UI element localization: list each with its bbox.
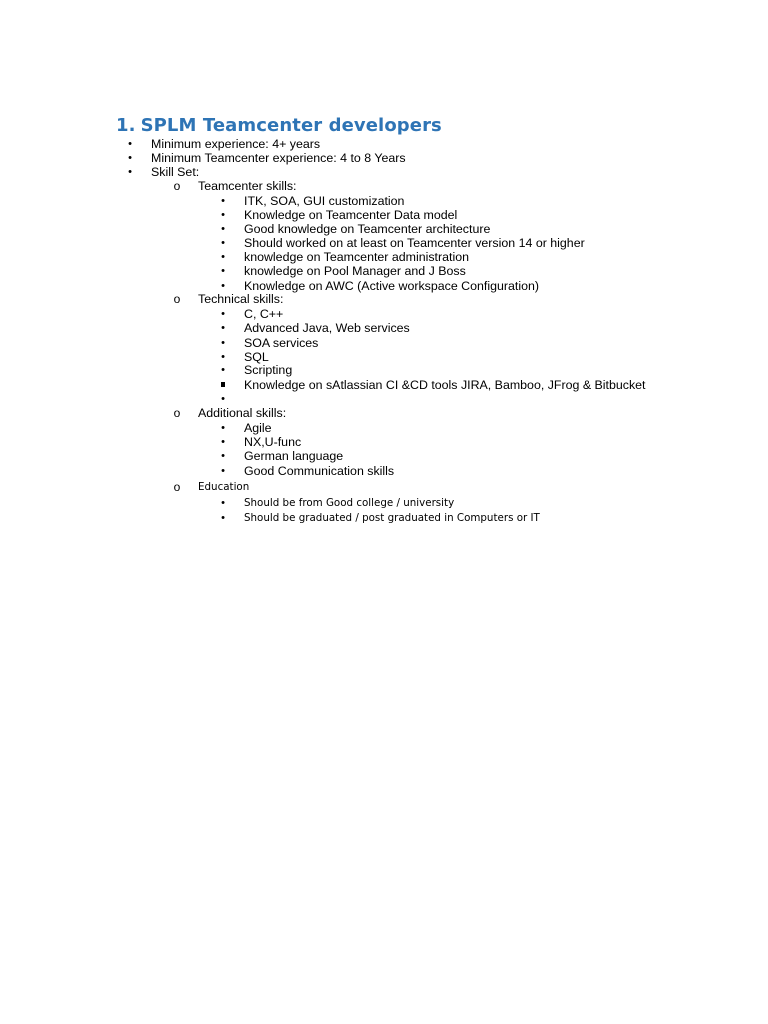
bullet-marker: •	[221, 337, 225, 349]
document-page: 1. SPLM Teamcenter developers • Minimum experience: 4+ years • Minimum Teamcenter experience: 4 to 8 Years • Skill Set: o Teamcenter skills: • ITK, SOA, GUI customization • Knowledge on Teamcenter Data model • Good knowledge on Teamcenter architecture • Should worked on at least on Teamcenter version 14 or higher • knowledge on Teamcenter administration • knowledge on Pool Manager and J Boss • Knowledge on AWC (Active workspace Configuration) o Technical skills: • C, C++ • Advanced Java, Web services • SOA services • SQL • Scripting Knowledge on sAtlassian CI &CD tools JIRA, Bamboo, JFrog & Bitbucket • o Additional skills: • Agile • NX,U-func • German language • Good Communication skills o Education • Should be from Good college / university • Should be graduated / post graduated in Computers or IT	[0, 0, 768, 1024]
bullet-marker: •	[221, 364, 225, 376]
square-bullet-marker	[217, 378, 229, 393]
bullet-marker: •	[221, 223, 225, 235]
bullet-marker: •	[128, 138, 132, 150]
bullet-marker: •	[221, 512, 225, 524]
circle-marker: o	[173, 292, 181, 306]
bullet-marker: •	[221, 195, 225, 207]
bullet-marker: •	[221, 422, 225, 434]
bullet-marker: •	[221, 265, 225, 277]
bullet-marker: •	[128, 152, 132, 164]
heading-title: SPLM Teamcenter developers	[140, 115, 442, 136]
bullet-marker: •	[221, 393, 225, 405]
bullet-marker: •	[221, 351, 225, 363]
bullet-marker: •	[221, 497, 225, 509]
bullet-marker: •	[221, 280, 225, 292]
circle-marker: o	[173, 406, 181, 420]
bullet-marker: •	[221, 251, 225, 263]
bullet-marker: •	[221, 237, 225, 249]
circle-marker: o	[173, 480, 181, 494]
bullet-marker: •	[221, 209, 225, 221]
heading-number: 1.	[116, 115, 136, 136]
bullet-marker: •	[221, 465, 225, 477]
bullet-marker: •	[221, 308, 225, 320]
bullet-marker: •	[221, 436, 225, 448]
bullet-marker: •	[221, 450, 225, 462]
section-heading	[116, 115, 442, 136]
bullet-marker: •	[128, 166, 132, 178]
circle-marker: o	[173, 179, 181, 193]
bullet-marker: •	[221, 322, 225, 334]
